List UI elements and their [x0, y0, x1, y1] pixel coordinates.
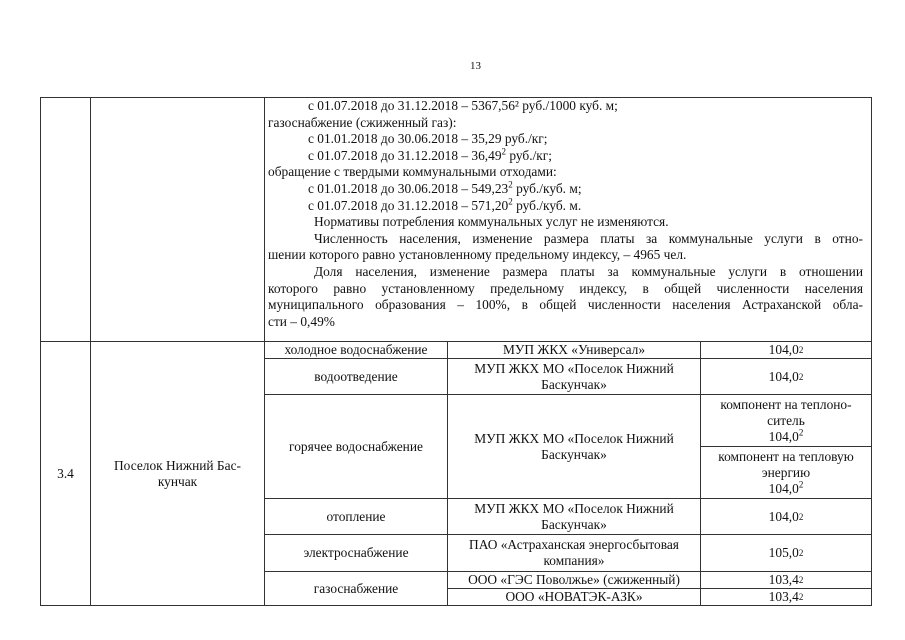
provider-name: ООО «НОВАТЭК-АЗК» [505, 589, 643, 604]
component-heat-energy: компонент на тепловую энергию 104,0$^2$ [718, 448, 854, 496]
index-value: 105,0 2 [768, 545, 804, 560]
index-value: 103,4 2 [768, 589, 804, 604]
text-line: газоснабжение (сжиженный газ): [268, 114, 457, 130]
provider-name: МУП ЖКХ МО «Поселок Нижний Баскунчак» [474, 360, 674, 392]
text-line: с 01.01.2018 до 30.06.2018 – 549,23$^2$ руб./куб. м; [308, 179, 582, 196]
text-line: которого равно установленному предельному индексу, в общей численности населения [268, 280, 863, 296]
service-name: электроснабжение [303, 545, 409, 560]
text-line: обращение с твердыми коммунальными отходами: [268, 164, 557, 180]
index-value: 104,0 2 [768, 342, 804, 357]
service-name: газоснабжение [313, 580, 399, 596]
index-value: 103,4 2 [768, 572, 804, 587]
page-number: 13 [470, 60, 481, 72]
text-line: с 01.07.2018 до 31.12.2018 – 571,20$^2$ руб./куб. м. [308, 196, 582, 213]
text-line: шении которого равно установленному предельному индексу, – 4965 чел. [268, 247, 687, 263]
provider-name: ПАО «Астраханская энергосбытовая компания» [469, 537, 679, 568]
index-value: 104,0 2 [768, 368, 804, 384]
provider-name: ООО «ГЭС Поволжье» (сжиженный) [468, 572, 680, 587]
text-line: муниципального образования – 100%, в общей численности населения Астраханской обла- [268, 297, 863, 313]
text-line: Нормативы потребления коммунальных услуг не изменяются. [314, 214, 669, 230]
text-line: сти – 0,49% [268, 313, 335, 329]
text-line: Доля населения, изменение размера платы за коммунальные услуги в отношении [314, 263, 863, 279]
service-name: отопление [326, 508, 386, 524]
text-line: с 01.01.2018 до 30.06.2018 – 35,29 руб./кг; [308, 131, 548, 147]
provider-name: МУП ЖКХ МО «Поселок Нижний Баскунчак» [474, 430, 674, 462]
service-name: горячее водоснабжение [289, 438, 423, 454]
service-name: холодное водоснабжение [284, 342, 428, 357]
tariff-text-block [268, 98, 863, 330]
service-name: водоотведение [314, 368, 398, 384]
provider-name: МУП ЖКХ МО «Поселок Нижний Баскунчак» [474, 500, 674, 532]
text-line: Численность населения, изменение размера платы за коммунальные услуги в отно- [314, 230, 863, 246]
text-line: с 01.07.2018 до 31.12.2018 – 5367,56² руб./1000 куб. м; [308, 98, 618, 113]
component-heat-carrier: компонент на теплоно- ситель 104,0$^2$ [720, 396, 852, 444]
settlement-name: Поселок Нижний Бас- кунчак [114, 457, 241, 489]
row-number: 3.4 [57, 465, 74, 481]
table-border-bottom [40, 605, 872, 606]
index-value: 104,0 2 [768, 508, 804, 524]
text-line: с 01.07.2018 до 31.12.2018 – 36,49$^2$ руб./кг; [308, 146, 553, 163]
provider-name: МУП ЖКХ «Универсал» [502, 342, 646, 357]
table-border-right [871, 97, 872, 606]
